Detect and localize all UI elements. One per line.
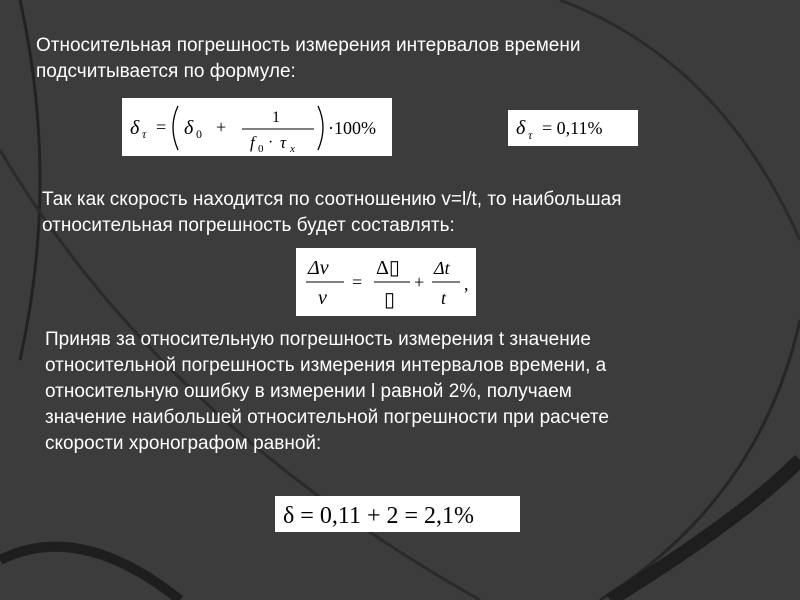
f3-plus: + xyxy=(414,272,425,292)
f3-den3: t xyxy=(441,288,447,308)
f4-text: δ = 0,11 + 2 = 2,1% xyxy=(283,503,475,529)
f1-delta0-sub: 0 xyxy=(196,127,202,141)
f2-lhs-sub: τ xyxy=(528,128,533,142)
f1-den-tau: τ xyxy=(280,133,287,152)
f1-den-dot: · xyxy=(268,134,274,151)
formula-final-result xyxy=(275,496,520,532)
intro-paragraph xyxy=(36,33,580,85)
f2-lhs: δ xyxy=(516,117,526,139)
f3-num3: Δt xyxy=(434,258,450,278)
speed-paragraph xyxy=(42,187,621,239)
f3-num1: Δν xyxy=(308,257,329,279)
f3-num2: Δ▯ xyxy=(376,257,400,279)
f1-eq: = xyxy=(156,117,167,137)
conclusion-line-4: значение наибольшей относительной погрешности при расчете xyxy=(45,407,609,428)
conclusion-line-3: относительную ошибку в измерении l равной 2%, получаем xyxy=(45,381,572,402)
f3-den2: ▯ xyxy=(384,289,396,311)
f1-lhs: δ xyxy=(130,117,140,139)
intro-line-1: Относительная погрешность измерения интервалов времени xyxy=(36,35,581,56)
f1-plus: + xyxy=(216,117,227,137)
f3-den1: ν xyxy=(318,287,327,309)
f1-times: ·100% xyxy=(328,118,376,138)
conclusion-line-2: относительной погрешность измерения интервалов времени, а xyxy=(45,355,607,376)
f1-den-tau-sub: x xyxy=(290,143,295,155)
conclusion-line-1: Приняв за относительную погрешность измерения t значение xyxy=(45,329,591,350)
formula-relative-error-value xyxy=(508,110,638,146)
f1-left-paren xyxy=(173,106,178,150)
speed-line-2: относительная погрешность будет составлять: xyxy=(42,215,455,236)
f1-den-f-sub: 0 xyxy=(258,143,264,155)
conclusion-paragraph xyxy=(45,327,609,457)
formula-relative-error xyxy=(122,98,392,156)
conclusion-line-5: скорости хронографом равной: xyxy=(45,433,322,454)
f3-comma: , xyxy=(464,274,469,294)
formula-speed-error xyxy=(296,248,476,316)
f1-right-paren xyxy=(318,106,323,150)
intro-line-2: подсчитывается по формуле: xyxy=(36,61,296,82)
speed-line-1: Так как скорость находится по соотношению v=l/t, то наибольшая xyxy=(42,189,622,210)
f3-eq: = xyxy=(352,272,363,292)
arc-bottom-left xyxy=(0,547,180,600)
f1-den-f: f xyxy=(250,133,255,152)
arc-right-lower xyxy=(600,320,800,600)
f1-lhs-sub: τ xyxy=(142,127,147,141)
f1-numerator: 1 xyxy=(272,109,280,126)
f2-rhs: = 0,11% xyxy=(542,118,603,138)
arc-bottom-right xyxy=(610,460,800,600)
f1-delta0: δ xyxy=(184,117,194,139)
